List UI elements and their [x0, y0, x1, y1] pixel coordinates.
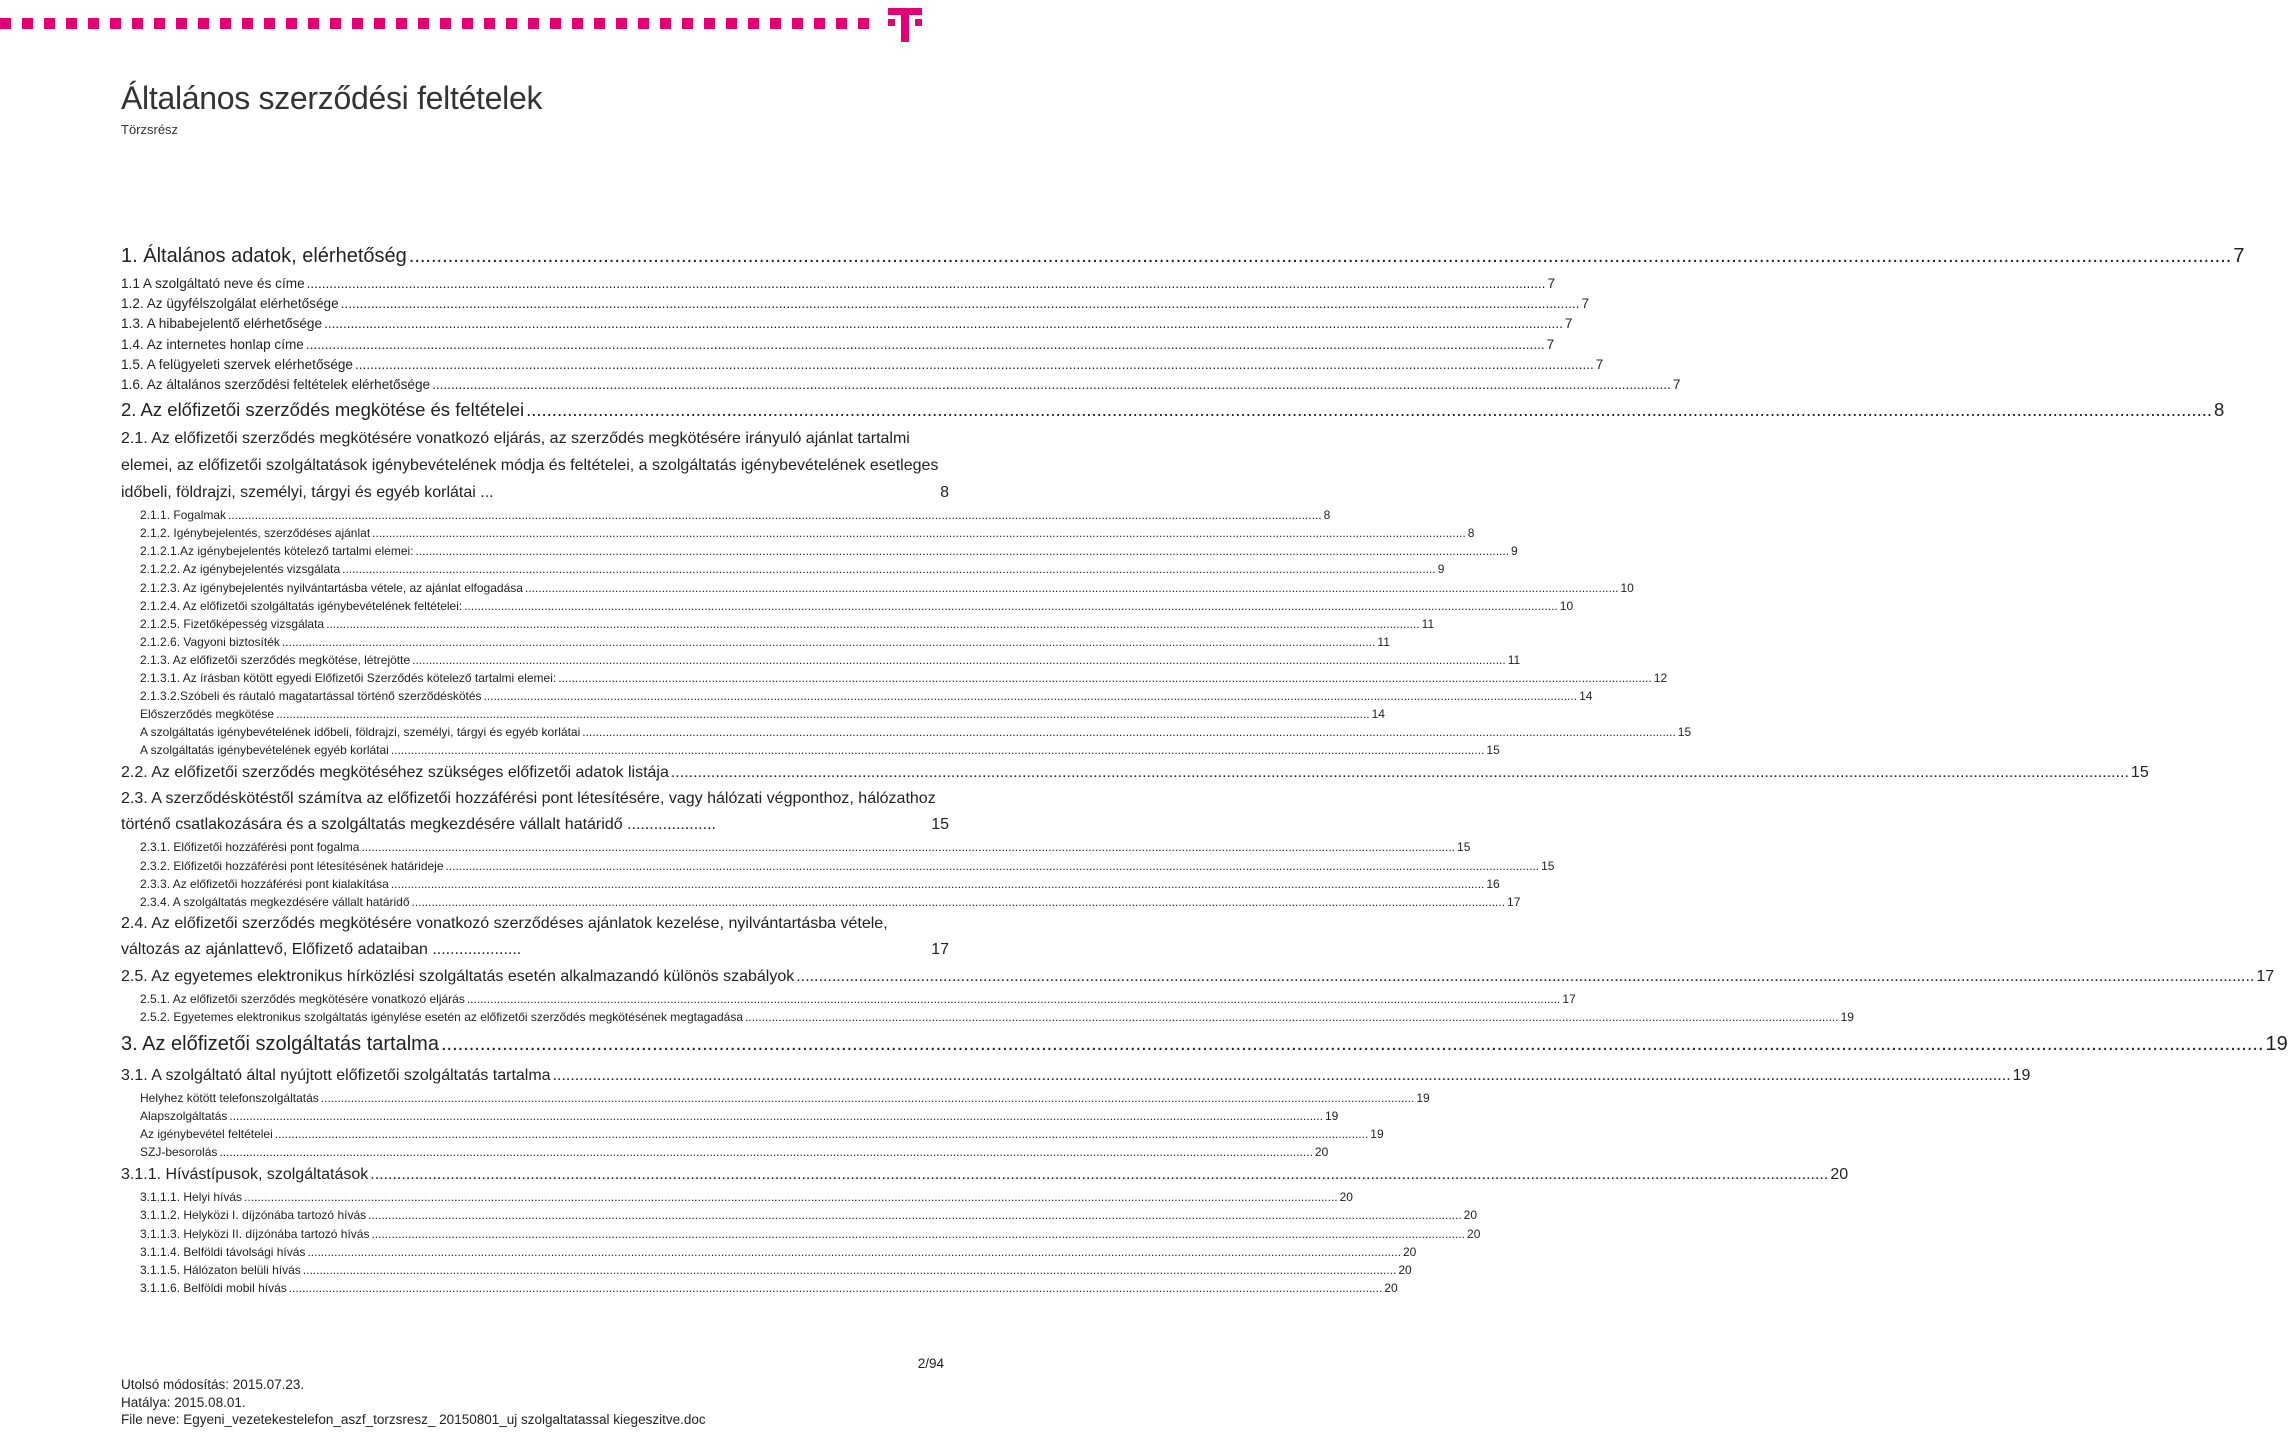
toc-entry[interactable] [121, 705, 1385, 723]
toc-leader-dots [219, 1143, 1313, 1161]
toc-entry[interactable] [121, 1143, 1329, 1161]
brand-dot [88, 18, 99, 29]
brand-dot [264, 18, 275, 29]
toc-entry[interactable] [121, 506, 1331, 524]
toc-entry[interactable] [121, 633, 1390, 651]
toc-entry-page: 11 [1421, 616, 1435, 631]
toc-entry-page: 8 [2214, 399, 2225, 421]
toc-entry-page: 19 [1324, 1109, 1339, 1124]
toc-leader-dots: .................... [427, 940, 522, 958]
table-of-contents [121, 238, 2288, 1297]
toc-leader-dots: ... [475, 484, 494, 502]
toc-entry-page: 15 [1677, 725, 1692, 740]
toc-entry-page: 17 [2256, 967, 2275, 985]
brand-dot [594, 18, 605, 29]
toc-entry-page: 15 [1486, 743, 1500, 758]
file-name: File neve: Egyeni_vezetekestelefon_aszf_torzsresz_ 20150801_uj szolgaltatassal kiegeszitve.doc [121, 1412, 706, 1427]
brand-dot-strip [0, 18, 880, 30]
toc-entry[interactable] [121, 723, 1692, 741]
toc-entry-title: 2.1.2.3. Az igénybejelentés nyilvántartásba vétele, az ajánlat elfogadása [140, 580, 523, 595]
toc-entry[interactable] [121, 1062, 2031, 1089]
toc-entry-page: 17 [931, 940, 949, 958]
toc-entry-page: 8 [1323, 508, 1331, 523]
toc-entry[interactable] [121, 1279, 1398, 1297]
toc-entry[interactable] [121, 669, 1668, 687]
toc-entry-title: 2.3.1. Előfizetői hozzáférési pont fogalma [140, 840, 360, 855]
toc-entry[interactable] [121, 615, 1435, 633]
toc-entry[interactable] [121, 395, 2225, 425]
toc-entry-title: 2.1.2.1.Az igénybejelentés kötelező tartalmi elemei: [140, 544, 414, 559]
toc-entry-page: 14 [1371, 707, 1385, 722]
toc-entry-title: Alapszolgáltatás [140, 1109, 228, 1124]
toc-entry-page: 20 [1398, 1262, 1412, 1277]
toc-leader-dots [553, 1062, 2011, 1089]
toc-entry-page: 10 [1620, 580, 1634, 595]
toc-leader-dots [526, 395, 2212, 425]
brand-dot [792, 18, 803, 29]
toc-entry[interactable] [121, 1089, 1430, 1107]
brand-dot [242, 18, 253, 29]
toc-leader-dots [342, 560, 1436, 578]
toc-entry-page: 11 [1377, 634, 1390, 649]
toc-entry[interactable] [121, 375, 1681, 395]
toc-entry-title: 3.1. A szolgáltató által nyújtott előfizetői szolgáltatás tartalma [121, 1067, 551, 1084]
toc-entry-page: 15 [2130, 764, 2149, 782]
toc-entry-page: 15 [931, 816, 949, 834]
toc-leader-dots [355, 355, 1594, 375]
toc-entry[interactable] [121, 1161, 1849, 1188]
brand-dot [110, 18, 121, 29]
brand-dot [330, 18, 341, 29]
toc-entry-title: 2.5.2. Egyetemes elektronikus szolgáltatás igénylése esetén az előfizetői szerződés megkötésének megtagadása [140, 1009, 744, 1024]
toc-entry[interactable] [121, 990, 1576, 1008]
brand-dot [748, 18, 759, 29]
toc-entry-title: 2.1.2.6. Vagyoni biztosíték [140, 634, 280, 649]
toc-entry-page: 8 [940, 484, 949, 502]
toc-entry-page: 8 [1467, 526, 1475, 541]
toc-entry-page: 20 [1339, 1190, 1353, 1205]
toc-entry-title: 2.5. Az egyetemes elektronikus hírközlési szolgáltatás esetén alkalmazandó különös szabályok [121, 967, 795, 985]
toc-entry[interactable] [121, 759, 2149, 786]
toc-leader-dots: .................... [622, 816, 716, 834]
toc-entry[interactable] [121, 355, 1604, 375]
toc-entry-title: 1.4. Az internetes honlap címe [121, 336, 304, 352]
toc-entry[interactable] [121, 893, 1521, 911]
toc-entry-title: Az igénybevétel feltételei [140, 1127, 273, 1142]
toc-leader-dots [446, 857, 1540, 875]
toc-entry[interactable] [121, 687, 1593, 705]
toc-leader-dots [282, 633, 1376, 651]
brand-dot [132, 18, 143, 29]
toc-entry-page: 19 [2265, 1033, 2288, 1055]
toc-entry-page: 15 [1457, 840, 1471, 855]
toc-entry[interactable] [121, 1125, 1384, 1143]
brand-dot [176, 18, 187, 29]
brand-dot [396, 18, 407, 29]
brand-dot [374, 18, 385, 29]
toc-entry-page: 20 [1467, 1226, 1481, 1241]
toc-entry[interactable] [121, 294, 1590, 314]
toc-entry-title: 2. Az előfizetői szerződés megkötése és feltételei [121, 399, 525, 421]
toc-leader-dots [441, 1026, 2264, 1062]
toc-entry-title: 1.5. A felügyeleti szervek elérhetősége [121, 356, 353, 372]
toc-entry-title: Helyhez kötött telefonszolgáltatás [140, 1091, 319, 1105]
toc-entry[interactable] [121, 838, 1471, 856]
toc-entry-page: 7 [2233, 245, 2245, 267]
toc-leader-dots [306, 335, 1545, 355]
toc-entry[interactable] [121, 857, 1555, 875]
document-title: Általános szerződési feltételek [121, 80, 543, 116]
brand-dot [682, 18, 693, 29]
brand-dot [0, 18, 11, 29]
toc-entry-page: 7 [1581, 296, 1590, 312]
toc-leader-dots [361, 838, 1455, 856]
brand-dot [572, 18, 583, 29]
toc-entry[interactable] [121, 542, 1518, 560]
toc-leader-dots [467, 990, 1561, 1008]
toc-entry[interactable] [121, 1008, 1854, 1026]
toc-leader-dots [391, 741, 1485, 759]
toc-leader-dots [484, 687, 1578, 705]
toc-entry[interactable] [121, 335, 1555, 355]
toc-entry-page: 7 [1547, 276, 1555, 291]
toc-leader-dots [464, 597, 1558, 615]
toc-entry-title: 2.1.3. Az előfizetői szerződés megkötése, létrejötte [140, 652, 411, 667]
toc-leader-dots [244, 1188, 1338, 1206]
toc-leader-dots [432, 375, 1671, 395]
toc-entry[interactable] [121, 741, 1500, 759]
toc-entry-title: 1.6. Az általános szerződési feltételek elérhetősége [121, 376, 431, 392]
brand-dot [418, 18, 429, 29]
toc-entry-title: 2.1.3.2.Szóbeli és ráutaló magatartással történő szerződéskötés [140, 689, 482, 704]
toc-leader-dots [372, 524, 1466, 542]
toc-entry-title: 2.1.2.4. Az előfizetői szolgáltatás igénybevételének feltételei: [140, 598, 463, 613]
brand-dot [440, 18, 451, 29]
toc-entry[interactable] [121, 875, 1500, 893]
brand-dot [660, 18, 671, 29]
telekom-t-logo-icon [888, 4, 922, 44]
brand-dot [44, 18, 55, 29]
toc-leader-dots [745, 1008, 1839, 1026]
page-number: 2/94 [917, 1356, 944, 1371]
brand-dot [528, 18, 539, 29]
toc-entry[interactable] [121, 1188, 1353, 1206]
toc-leader-dots [229, 1107, 1323, 1125]
brand-dot [22, 18, 33, 29]
toc-entry-page: 19 [1416, 1091, 1430, 1105]
toc-leader-dots [409, 238, 2232, 274]
brand-dot [550, 18, 561, 29]
toc-entry-title: 3.1.1.4. Belföldi távolsági hívás [140, 1244, 306, 1259]
toc-leader-dots [368, 1206, 1462, 1224]
toc-entry[interactable] [121, 597, 1574, 615]
brand-dot [286, 18, 297, 29]
toc-entry-title: 3.1.1.1. Helyi hívás [140, 1190, 243, 1205]
toc-entry-title: 2.1.3.1. Az írásban kötött egyedi Előfizetői Szerződés kötelező tartalmi elemei: [140, 670, 557, 685]
toc-entry-title: 2.3. A szerződéskötéstől számítva az előfizetői hozzáférési pont létesítésére, vagy hálózati végponthoz, hálózathoz történő csatlakozására és a szolgáltatás megkezdésére vállalt határidő [121, 790, 936, 834]
brand-dot [858, 18, 869, 29]
toc-entry-page: 20 [1463, 1208, 1478, 1223]
toc-entry[interactable] [121, 786, 949, 838]
brand-dot [814, 18, 825, 29]
toc-entry-page: 17 [1562, 991, 1576, 1006]
toc-entry-title: 2.1.2.5. Fizetőképesség vizsgálata [140, 616, 325, 631]
toc-leader-dots [307, 1243, 1401, 1261]
toc-entry-title: 2.1.2. Igénybejelentés, szerződéses ajánlat [140, 526, 371, 541]
toc-entry-page: 14 [1579, 689, 1593, 704]
toc-entry[interactable] [121, 1026, 2288, 1062]
brand-dot [616, 18, 627, 29]
toc-entry-page: 9 [1437, 562, 1445, 577]
toc-entry[interactable] [121, 1261, 1412, 1279]
toc-entry-title: 2.1. Az előfizetői szerződés megkötésére vonatkozó eljárás, az szerződés megkötésére irányuló ajánlat tartalmi elemei, az előfizetői szolgáltatások igénybevételének módja és feltételei, a szolgáltatás igénybevételének esetleges időbeli, földrajzi, személyi, tárgyi és egyéb korlátai [121, 430, 939, 502]
toc-leader-dots [412, 651, 1506, 669]
toc-leader-dots [326, 615, 1420, 633]
toc-leader-dots [228, 506, 1322, 524]
toc-entry[interactable] [121, 1206, 1478, 1224]
toc-leader-dots [276, 705, 1370, 723]
brand-dot [770, 18, 781, 29]
toc-entry[interactable] [121, 911, 949, 963]
brand-dot [726, 18, 737, 29]
brand-dot [154, 18, 165, 29]
toc-leader-dots [321, 1089, 1415, 1107]
toc-entry-page: 9 [1511, 544, 1518, 559]
toc-entry-page: 20 [1402, 1244, 1417, 1259]
toc-entry[interactable] [121, 963, 2275, 990]
toc-entry[interactable] [121, 1243, 1417, 1261]
toc-entry-title: A szolgáltatás igénybevételének egyéb korlátai [140, 743, 389, 758]
toc-leader-dots [796, 963, 2254, 990]
toc-leader-dots [582, 723, 1676, 741]
toc-leader-dots [289, 1279, 1383, 1297]
toc-entry-page: 12 [1653, 670, 1668, 685]
toc-entry-title: Előszerződés megkötése [140, 707, 275, 722]
toc-leader-dots [416, 542, 1510, 560]
toc-entry-title: 2.2. Az előfizetői szerződés megkötéséhez szükséges előfizetői adatok listája [121, 764, 669, 782]
toc-entry-title: 3.1.1.2. Helyközi I. díjzónába tartozó hívás [140, 1208, 367, 1223]
toc-entry[interactable] [121, 524, 1475, 542]
toc-leader-dots [371, 1225, 1465, 1243]
toc-leader-dots [303, 1261, 1397, 1279]
toc-entry[interactable] [121, 238, 2245, 274]
toc-entry-title: 3.1.1.3. Helyközi II. díjzónába tartozó hívás [140, 1226, 370, 1241]
toc-entry-title: 2.5.1. Az előfizetői szerződés megkötésére vonatkozó eljárás [140, 991, 465, 1006]
toc-entry-page: 20 [1830, 1166, 1849, 1184]
toc-entry-title: 1. Általános adatok, elérhetőség [121, 245, 407, 267]
toc-entry-title: A szolgáltatás igénybevételének időbeli, földrajzi, személyi, tárgyi és egyéb korlátai [140, 725, 581, 740]
toc-entry-title: 2.3.3. Az előfizetői hozzáférési pont kialakítása [140, 876, 389, 891]
toc-leader-dots [412, 893, 1506, 911]
toc-entry-title: 3.1.1.5. Hálózaton belüli hívás [140, 1262, 301, 1277]
toc-entry-title: 3.1.1.6. Belföldi mobil hívás [140, 1280, 287, 1295]
brand-dot [484, 18, 495, 29]
brand-dot [704, 18, 715, 29]
brand-dot [836, 18, 847, 29]
toc-entry[interactable] [121, 314, 1573, 334]
toc-leader-dots [341, 294, 1580, 314]
toc-leader-dots [275, 1125, 1369, 1143]
toc-leader-dots [525, 579, 1619, 597]
brand-dot [66, 18, 77, 29]
toc-entry-page: 16 [1486, 876, 1500, 891]
toc-entry-page: 19 [2012, 1067, 2031, 1084]
toc-entry-title: 1.2. Az ügyfélszolgálat elérhetősége [121, 296, 339, 312]
toc-entry-title: 2.1.2.2. Az igénybejelentés vizsgálata [140, 562, 341, 577]
brand-dot [308, 18, 319, 29]
toc-entry-page: 7 [1595, 356, 1604, 372]
toc-entry-title: SZJ-besorolás [140, 1145, 218, 1160]
toc-entry-title: 2.1.1. Fogalmak [140, 508, 227, 523]
toc-entry-title: 2.4. Az előfizetői szerződés megkötésére vonatkozó szerződéses ajánlatok kezelése, nyilvántartásba vétele, változás az ajánlattevő, Előfizető adataiban [121, 914, 888, 958]
toc-entry-page: 7 [1564, 316, 1573, 332]
toc-leader-dots [671, 759, 2129, 786]
toc-leader-dots [307, 274, 1546, 294]
document-subtitle: Törzsrész [121, 122, 179, 137]
toc-entry-title: 1.3. A hibabejelentő elérhetősége [121, 316, 323, 332]
brand-dot [506, 18, 517, 29]
toc-entry-page: 20 [1314, 1145, 1329, 1160]
effective-date: Hatálya: 2015.08.01. [121, 1394, 246, 1410]
toc-entry-page: 19 [1370, 1127, 1384, 1142]
toc-entry-page: 7 [1672, 376, 1681, 392]
toc-entry-title: 3.1.1. Hívástípusok, szolgáltatások [121, 1166, 369, 1184]
toc-entry-title: 1.1 A szolgáltató neve és címe [121, 276, 305, 291]
toc-entry-title: 3. Az előfizetői szolgáltatás tartalma [121, 1033, 439, 1055]
toc-entry[interactable] [121, 579, 1634, 597]
brand-dot [220, 18, 231, 29]
document-footer [121, 1376, 706, 1429]
toc-entry[interactable] [121, 1225, 1481, 1243]
toc-entry-page: 10 [1559, 598, 1574, 613]
toc-leader-dots [324, 314, 1563, 334]
brand-dot [352, 18, 363, 29]
last-modified: Utolsó módosítás: 2015.07.23. [121, 1377, 305, 1392]
toc-entry-title: 2.3.2. Előfizetői hozzáférési pont létesítésének határideje [140, 858, 444, 873]
toc-entry[interactable] [121, 560, 1445, 578]
brand-dot [462, 18, 473, 29]
toc-entry-page: 20 [1384, 1280, 1398, 1295]
toc-entry-title: 2.3.4. A szolgáltatás megkezdésére vállalt határidő [140, 894, 410, 909]
toc-leader-dots [370, 1161, 1828, 1188]
toc-entry[interactable] [121, 425, 949, 506]
brand-dot [198, 18, 209, 29]
toc-entry-page: 11 [1507, 652, 1521, 667]
toc-entry-page: 19 [1840, 1009, 1854, 1024]
toc-leader-dots [391, 875, 1485, 893]
toc-entry[interactable] [121, 651, 1521, 669]
toc-entry[interactable] [121, 274, 1555, 294]
toc-leader-dots [558, 669, 1652, 687]
toc-entry-page: 7 [1546, 336, 1555, 352]
toc-entry-page: 15 [1541, 858, 1555, 873]
toc-entry-page: 17 [1507, 894, 1521, 909]
toc-entry[interactable] [121, 1107, 1339, 1125]
brand-dot [638, 18, 649, 29]
